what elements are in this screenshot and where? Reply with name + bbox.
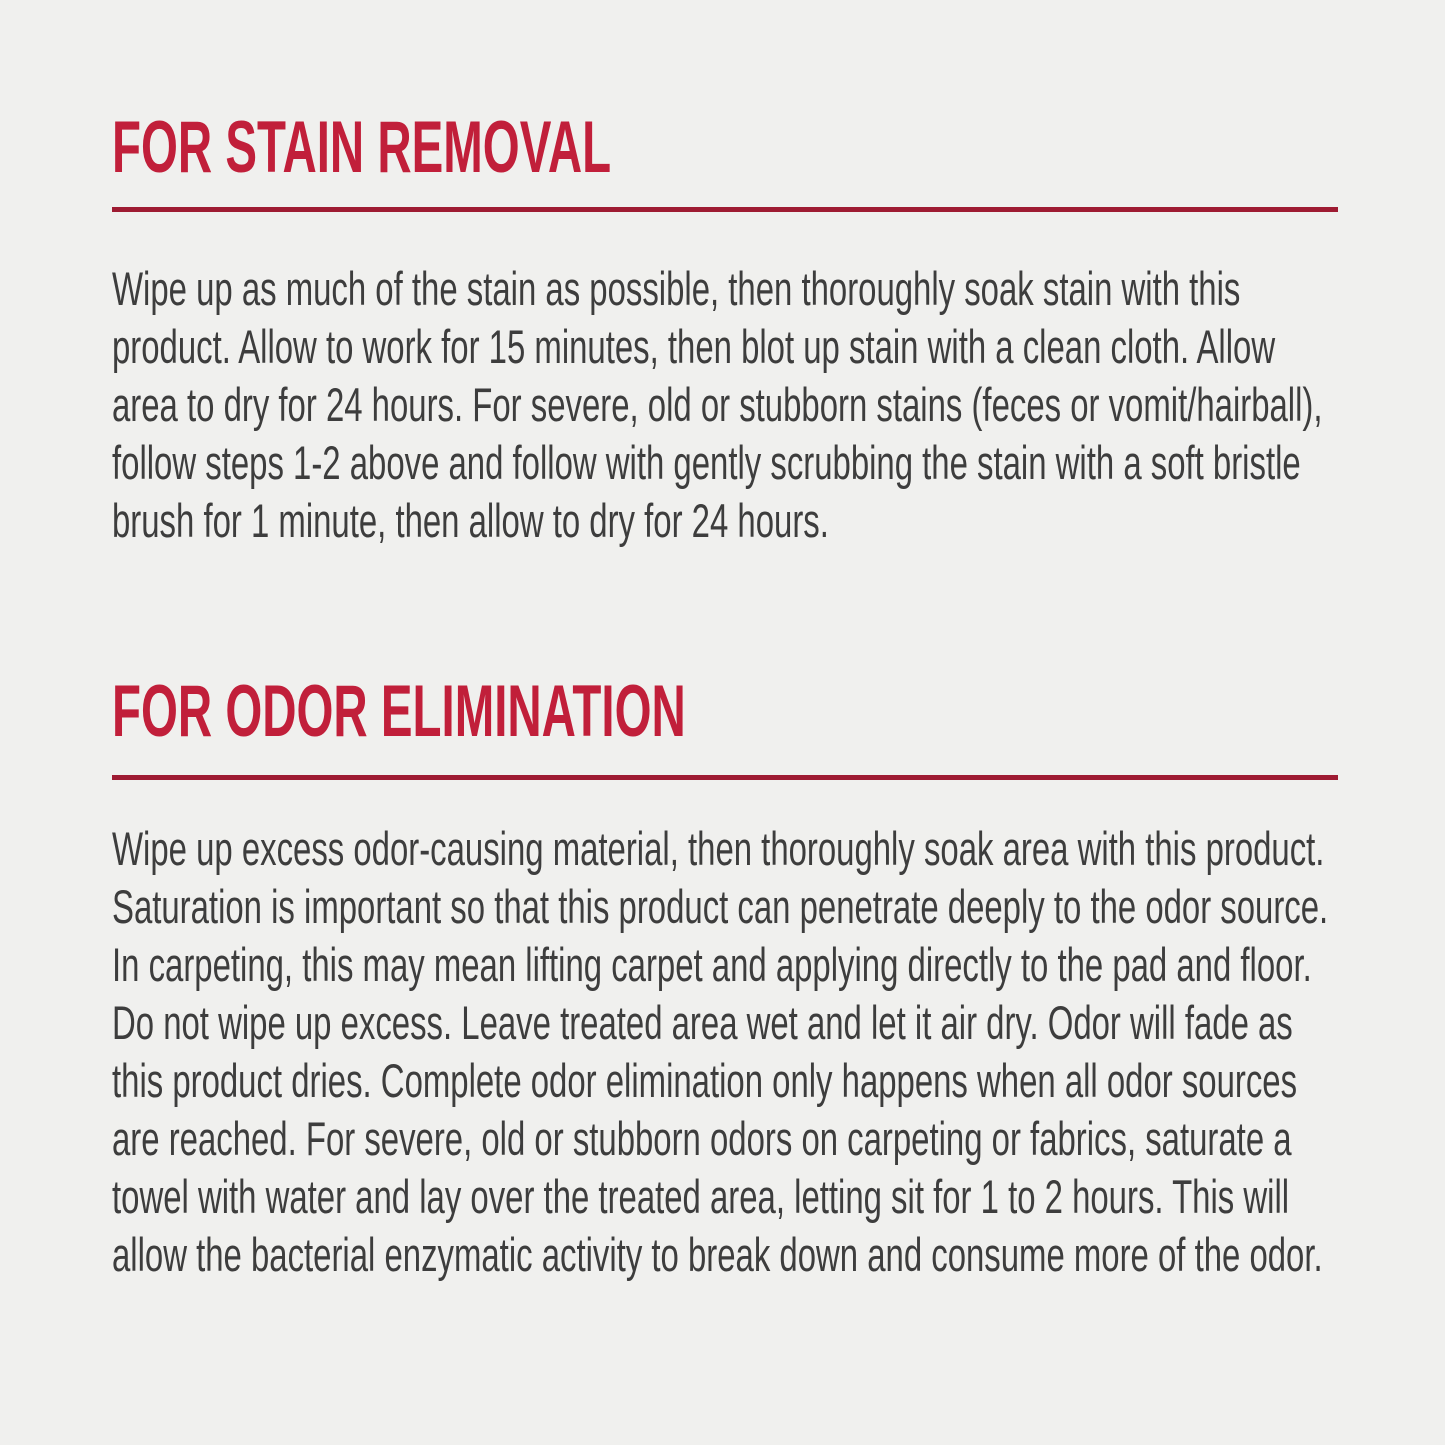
stain-removal-instructions: Wipe up as much of the stain as possible, then thoroughly soak stain with this product. Allow to work for 15 minutes, then blot up stain with a clean cloth. Allow area to dry for 24 hours. For severe, old or stubborn stains (feces or vomit/hairball), follow steps 1-2 above and follow with gently scrubbing the stain with a soft bristle brush for 1 minute, then allow to dry for 24 hours. bbox=[112, 262, 1323, 547]
stain-removal-divider bbox=[112, 207, 1338, 212]
odor-elimination-divider bbox=[112, 775, 1338, 780]
stain-removal-heading: FOR STAIN REMOVAL bbox=[112, 107, 612, 188]
odor-elimination-instructions: Wipe up excess odor-causing material, then thoroughly soak area with this product. Saturation is important so that this product can penetrate deeply to the odor source. In carpeting, this may mean lifting carpet and applying directly to the pad and floor. Do not wipe up excess. Leave treated area wet and let it air dry. Odor will fade as this product dries. Complete odor elimination only happens when all odor sources are reached. For severe, old or stubborn odors on carpeting or fabrics, saturate a towel with water and lay over the treated area, letting sit for 1 to 2 hours. This will allow the bacterial enzymatic activity to break down and consume more of the odor. bbox=[112, 822, 1329, 1281]
odor-elimination-heading: FOR ODOR ELIMINATION bbox=[112, 671, 686, 752]
